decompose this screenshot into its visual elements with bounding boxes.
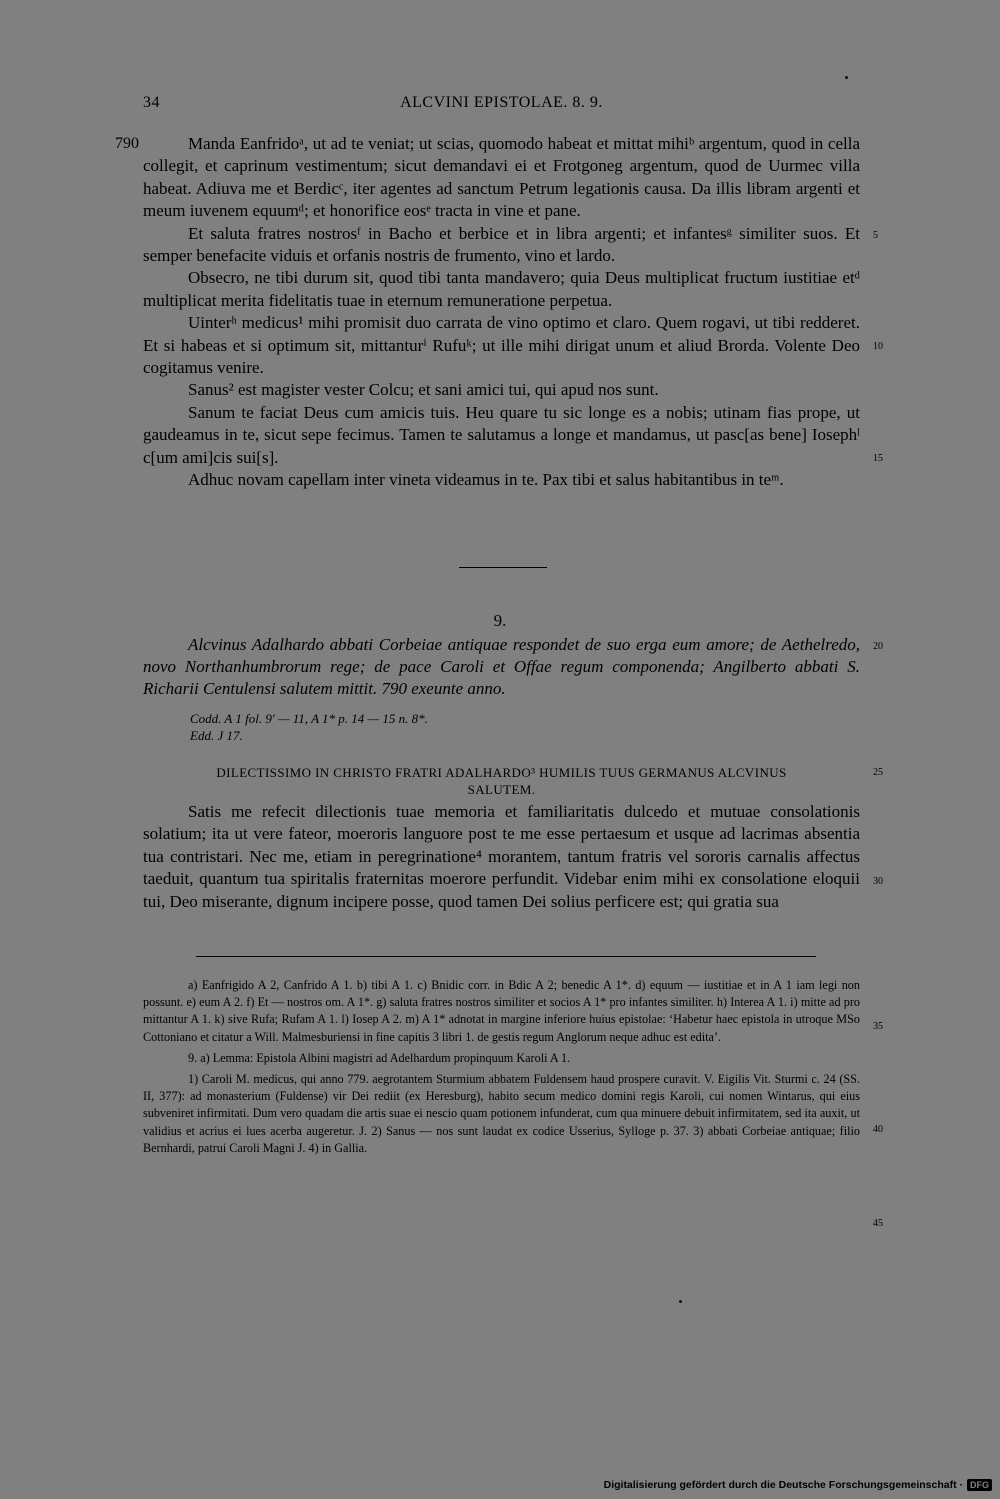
letter8-body xyxy=(143,133,860,492)
footnotes xyxy=(143,977,860,1161)
line-number: 15 xyxy=(873,453,883,464)
critical-apparatus: a) Eanfrigido A 2, Canfrido A 1. b) tibi A 1. c) Bnidic corr. in Bdic A 2; benedic A 1*. d) equum — iustitiae et in A 1 iam legi non possunt. e) eum A 2. f) Et — nostros om. A 1*. g) saluta fratres nostros similiter et socios A 1* pro infantes similiter. h) Interea A 1. i) mitte ad pro mittantur A 1. k) sive Rufa; Rufam A 1. l) Iosep A 2. m) A 1* adnotat in margine inferiore huius epistolae: ‘Habetur haec epistola in utroque MSo Cottoniano et citatur a Will. Malmesburiensi in fine capitis 3 libri 1. de gestis regum Anglorum neque adhuc est edita’. xyxy=(143,978,860,1044)
line-number: 25 xyxy=(873,767,883,778)
salutation-line-1: DILECTISSIMO IN CHRISTO FRATRI ADALHARDO³ HUMILIS TUUS GERMANUS ALCVINUS xyxy=(216,765,787,780)
line-number: 35 xyxy=(873,1021,883,1032)
page-number: 34 xyxy=(143,94,160,111)
letter-number: 9. xyxy=(493,611,507,630)
digitization-credit xyxy=(604,1479,992,1491)
letter8-paragraph-7: Adhuc novam capellam inter vineta videamus in te. Pax tibi et salus habitantibus in teᵐ. xyxy=(188,470,784,490)
salutation-line-2: SALUTEM. xyxy=(467,782,536,797)
letter8-paragraph-6: Sanum te faciat Deus cum amicis tuis. Heu quare tu sic longe es a nobis; utinam fias prope, ut gaudeamus in te, sicut sepe fecimus. Tamen te salutamus a longe et mandamus, ut pasc[as bene] Iosephˡ c[um ami]cis sui[s]. xyxy=(143,402,860,467)
commentary-notes: 1) Caroli M. medicus, qui anno 779. aegrotantem Sturmium abbatem Fuldensem haud prospere curavit. V. Eigilis Vit. Sturmi c. 24 (SS. II, 377): ad monasterium (Fuldense) vir Dei rediit (ex Heresburg), habito secum medico domini regis Karoli, cui nomen Wintarus, qui eius subveniret infirmitati. Dum vero quadam die artis suae ei nescio quam potionem infunderat, cum qua minuere debuit infirmitatem, sed ita auxit, ut validius et acrius ei lues acerba augeretur. J. 2) Sanus — nos sunt laudat ex codice Usserius, Sylloge p. 37. 3) abbati Corbeiae antiquae; filio Bernhardi, patrui Caroli Magni J. 4) in Gallia. xyxy=(143,1072,860,1155)
line-number: 5 xyxy=(873,230,878,241)
letter-argument xyxy=(143,634,860,700)
line-number: 45 xyxy=(873,1218,883,1229)
scan-speck xyxy=(845,76,848,79)
running-title: ALCVINI EPISTOLAE. 8. 9. xyxy=(400,94,603,111)
lemma-note: 9. a) Lemma: Epistola Albini magistri ad Adelhardum propinquum Karoli A 1. xyxy=(188,1050,571,1065)
year-marker: 790 xyxy=(115,135,139,152)
letter9-paragraph: Satis me refecit dilectionis tuae memoria et familiaritatis dulcedo et mutuae consolationis solatium; ita ut vere fateor, moeroris languore post te me esse pertaesum et usque ad lacrimas absentia tua contristari. Nec me, etiam in peregrinatione⁴ morantem, tantum fratris vel sororis carnalis affectus taeduit, quantum tua spiritalis fraternitas moerore perfundit. Videbar enim mihi ex consolatione eloquii tui, Deo miserante, dignum incipere posse, quod tamen Dei solius perficere est; qui gratia sua xyxy=(143,802,860,911)
line-number: 40 xyxy=(873,1124,883,1135)
line-number: 20 xyxy=(873,641,883,652)
argument-text: Alcvinus Adalhardo abbati Corbeiae antiquae respondet de suo erga eum amore; de Aethelredo, novo Northanhumbrorum rege; de pace Caroli et Offae regum componenda; Angilberto abbati S. Richarii Centulensi salutem mittit. 790 exeunte anno. xyxy=(143,635,860,698)
letter8-paragraph-5: Sanus² est magister vester Colcu; et sani amici tui, qui apud nos sunt. xyxy=(188,380,659,400)
codices-line: Codd. A 1 fol. 9′ — 11, A 1* p. 14 — 15 n. 8*. xyxy=(190,711,428,726)
line-number: 30 xyxy=(873,876,883,887)
letter8-paragraph-4: Uinterʰ medicus¹ mihi promisit duo carrata de vino optimo et claro. Quem rogavi, ut tibi redderet. Et si habeas et si optimum sit, mittanturⁱ Rufuᵏ; ut ille mihi dirigat unum et aliud Brorda. Volente Deo cogitamus venire. xyxy=(143,313,860,378)
letter9-body xyxy=(143,801,860,913)
letter8-paragraph-3: Obsecro, ne tibi durum sit, quod tibi tanta mandavero; quia Deus multiplicat fructum iustitiae etᵈ multiplicat merita fidelitatis tuae in eternum remuneratione perpetua. xyxy=(143,268,860,310)
scan-speck xyxy=(679,1300,682,1303)
letter-salutation xyxy=(143,764,860,798)
manuscript-sources xyxy=(190,710,428,744)
letter8-paragraph-2: Et saluta fratres nostrosᶠ in Bacho et berbice et in libra argenti; et infantesᵍ similiter suos. Et semper benefacite viduis et orfanis nostris de frumento, vino et lardo. xyxy=(143,223,860,266)
letter8-paragraph-1: Manda Eanfridoᵃ, ut ad te veniat; ut scias, quomodo habeat et mittat mihiᵇ argentum, quod in cella collegit, et caprinum vestimentum; sicut demandavi ei et Frotgoneg argentum, quod de Uurmec villa habeat. Adiuva me et Berdicᶜ, iter agentes ad sanctum Petrum legationis causa. Da illis libram argenti et meum iuvenem equumᵈ; et honorifice eosᵉ tracta in vine et pane. xyxy=(143,134,860,221)
editions-line: Edd. J 17. xyxy=(190,728,243,743)
line-number: 10 xyxy=(873,341,883,352)
credit-text: Digitalisierung gefördert durch die Deutsche Forschungsgemeinschaft · xyxy=(603,1479,963,1491)
dfg-logo: DFG xyxy=(967,1479,992,1491)
footnote-divider xyxy=(196,956,816,957)
section-divider xyxy=(459,567,547,568)
